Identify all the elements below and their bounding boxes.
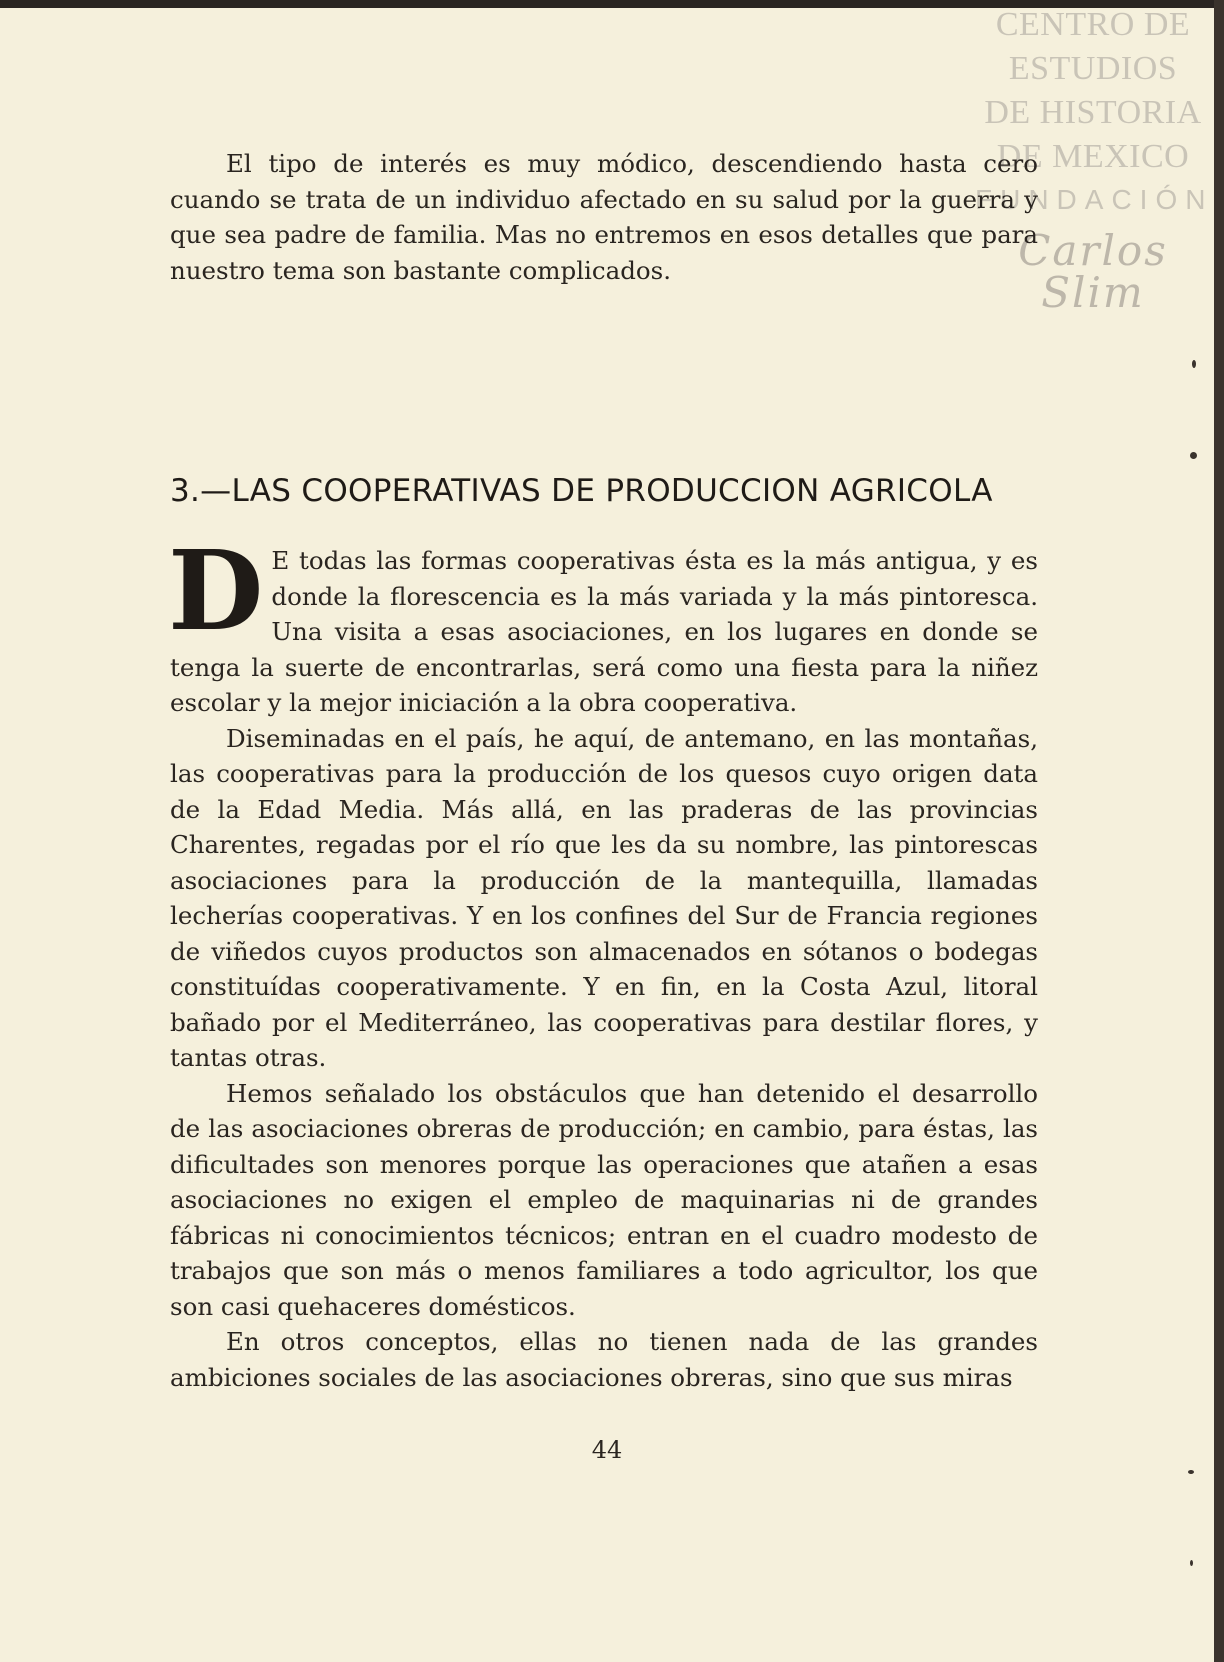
watermark-fundacion: FUNDACIÓN	[975, 184, 1214, 215]
paragraph-2: Diseminadas en el país, he aquí, de antemano, en las montañas, las cooperativas para la producción de los quesos cuyo origen data de la Edad Media. Más allá, en las praderas de las provincias Charentes, regadas por el río que les da su nombre, las pintorescas asociaciones para la producción de la mantequilla, llamadas lecherías cooperativas. Y en los confines del Sur de Francia regiones de viñedos cuyos productos son almacenados en sótanos o bodegas constituídas cooperativamente. Y en fin, en la Costa Azul, litoral bañado por el Mediterráneo, las cooperativas para destilar flores, y tantas otras.	[170, 723, 1038, 1072]
watermark-signature: Carlos Slim	[1018, 226, 1168, 317]
drop-cap: D	[168, 526, 264, 655]
paragraph-1	[168, 526, 1038, 721]
watermark-line-1: CENTRO DE	[995, 8, 1191, 43]
paper-speck	[1190, 1560, 1193, 1566]
top-paragraph-block	[170, 146, 1038, 288]
paper-speck	[1188, 1470, 1194, 1474]
paper-speck	[1192, 360, 1196, 368]
paper-speck	[1190, 452, 1197, 459]
watermark-line-4: DE MEXICO	[996, 138, 1190, 175]
watermark-line-2: ESTUDIOS	[1008, 50, 1178, 87]
section-heading: 3.—LAS COOPERATIVAS DE PRODUCCION AGRICOLA	[170, 473, 993, 509]
page-number: 44	[591, 1436, 623, 1464]
paragraph-4: En otros conceptos, ellas no tienen nada de las grandes ambiciones sociales de las asociaciones obreras, sino que sus miras	[170, 1327, 1038, 1392]
document-page	[0, 8, 1214, 1662]
paragraph-3: Hemos señalado los obstáculos que han detenido el desarrollo de las asociaciones obreras de producción; en cambio, para éstas, las dificultades son menores porque las operaciones que atañen a esas asociaciones no exigen el empleo de maquinarias ni de grandes fábricas ni conocimientos técnicos; entran en el cuadro modesto de trabajos que son más o menos familiares a todo agricultor, los que son casi quehaceres domésticos.	[170, 1078, 1038, 1321]
watermark-line-3: DE HISTORIA	[984, 94, 1202, 131]
top-paragraph: El tipo de interés es muy módico, descendiendo hasta cero cuando se trata de un individuo afectado en su salud por la guerra y que sea padre de familia. Mas no entremos en esos detalles que para nuestro tema son bastante complicados.	[170, 149, 1038, 285]
section-body	[168, 526, 1038, 1395]
paragraph-1-text: E todas las formas cooperativas ésta es la más antigua, y es donde la florescencia es la más variada y la más pintoresca. Una visita a esas asociaciones, en los lugares en donde se tenga la suerte de encontrarlas, será como una fiesta para la niñez escolar y la mejor iniciación a la obra cooperativa.	[170, 546, 1038, 717]
scan-edge	[1214, 0, 1224, 1662]
